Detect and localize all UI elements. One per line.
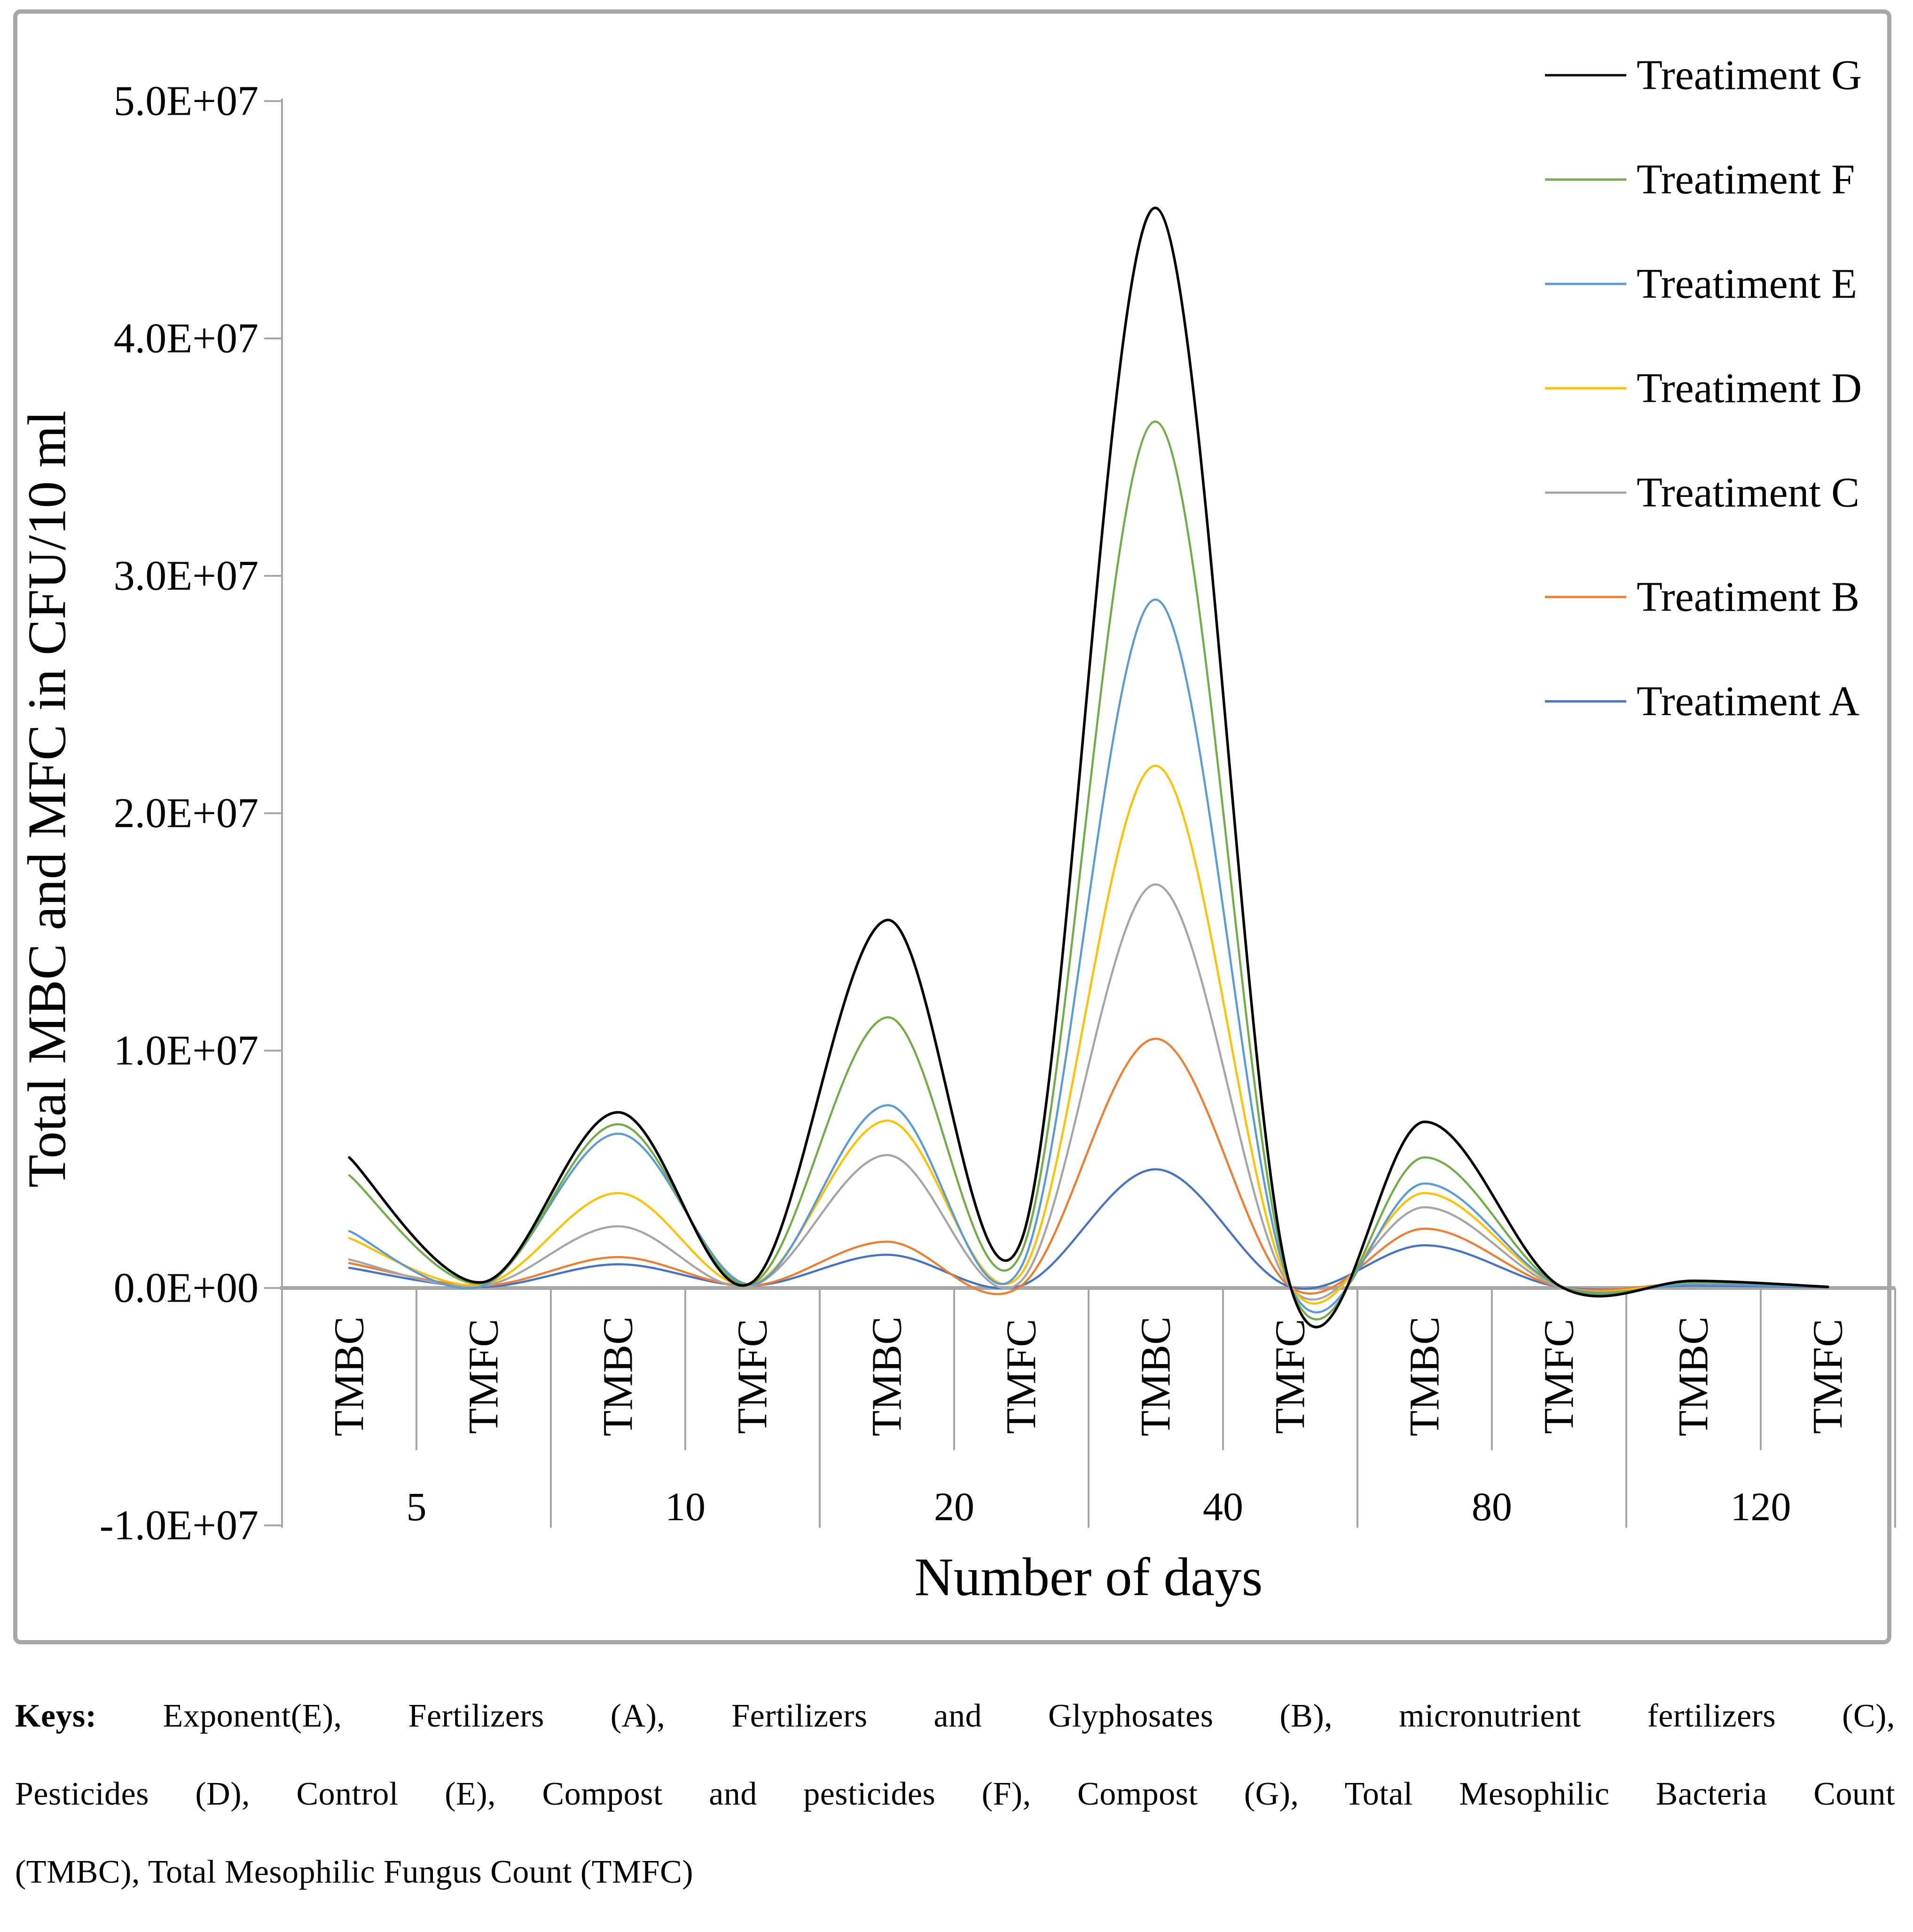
day-label: 10	[665, 1484, 706, 1529]
subcategory-label: TMBC	[1670, 1316, 1717, 1437]
subcategory-label: TMFC	[1536, 1319, 1583, 1434]
legend-label: Treatiment G	[1637, 52, 1862, 99]
x-axis-title: Number of days	[914, 1547, 1263, 1607]
legend-label: Treatiment B	[1637, 573, 1860, 620]
y-tick-label: 0.0E+00	[113, 1264, 259, 1312]
subcategory-label: TMBC	[595, 1316, 642, 1437]
keys-line-3: (TMBC), Total Mesophilic Fungus Count (TMFC)	[15, 1854, 694, 1890]
subcategory-label: TMBC	[1132, 1316, 1179, 1437]
day-label: 5	[406, 1484, 427, 1529]
keys-line-2: Pesticides (D), Control (E), Compost and pesticides (F), Compost (G), Total Mesophilic Bacteria Count	[15, 1776, 1895, 1812]
subcategory-label: TMBC	[326, 1316, 373, 1437]
y-tick-label: 3.0E+07	[113, 552, 259, 599]
subcategory-label: TMFC	[729, 1319, 776, 1434]
y-tick-label: 5.0E+07	[113, 78, 259, 125]
day-label: 40	[1203, 1484, 1243, 1529]
series-path-C	[349, 884, 1828, 1299]
legend-entry	[1545, 574, 1859, 620]
keys-label: Keys:	[15, 1698, 97, 1734]
series-path-E	[349, 599, 1828, 1312]
keys-line-1-text: Exponent(E), Fertilizers (A), Fertilizers and Glyphosates (B), micronutrient fertilizers (C),	[163, 1698, 1895, 1734]
y-axis-title: Total MBC and MFC in CFU/10 ml	[17, 410, 77, 1188]
subcategory-label: TMFC	[1804, 1319, 1851, 1434]
subcategory-label: TMFC	[998, 1319, 1045, 1434]
day-label: 120	[1730, 1484, 1791, 1529]
y-tick-label: 4.0E+07	[113, 315, 259, 362]
day-label: 80	[1472, 1484, 1512, 1529]
y-tick-label: 1.0E+07	[113, 1027, 259, 1074]
legend-entry	[1545, 470, 1859, 516]
legend-entry	[1545, 52, 1862, 99]
keys-block	[15, 1677, 1895, 1911]
legend-label: Treatiment C	[1637, 469, 1860, 516]
legend-entry	[1545, 261, 1857, 307]
subcategory-label: TMBC	[1401, 1316, 1448, 1437]
y-tick-label: -1.0E+07	[99, 1502, 259, 1549]
legend-label: Treatiment A	[1637, 678, 1860, 725]
keys-line-1	[15, 1677, 1895, 1755]
day-label: 20	[934, 1484, 974, 1529]
subcategory-label: TMFC	[1267, 1319, 1314, 1434]
legend-entry	[1545, 678, 1859, 725]
legend-label: Treatiment F	[1637, 156, 1855, 203]
legend-label: Treatiment E	[1637, 260, 1858, 307]
legend-label: Treatiment D	[1637, 365, 1862, 412]
y-tick-label: 2.0E+07	[113, 790, 259, 837]
subcategory-label: TMFC	[460, 1319, 507, 1434]
series-layer	[349, 208, 1828, 1327]
legend-entry	[1545, 365, 1862, 412]
series-path-A	[349, 1169, 1828, 1289]
legend	[1545, 52, 1862, 725]
series-path-F	[349, 422, 1828, 1319]
legend-entry	[1545, 157, 1855, 203]
subcategory-label: TMBC	[863, 1316, 910, 1437]
series-path-G	[349, 208, 1828, 1327]
